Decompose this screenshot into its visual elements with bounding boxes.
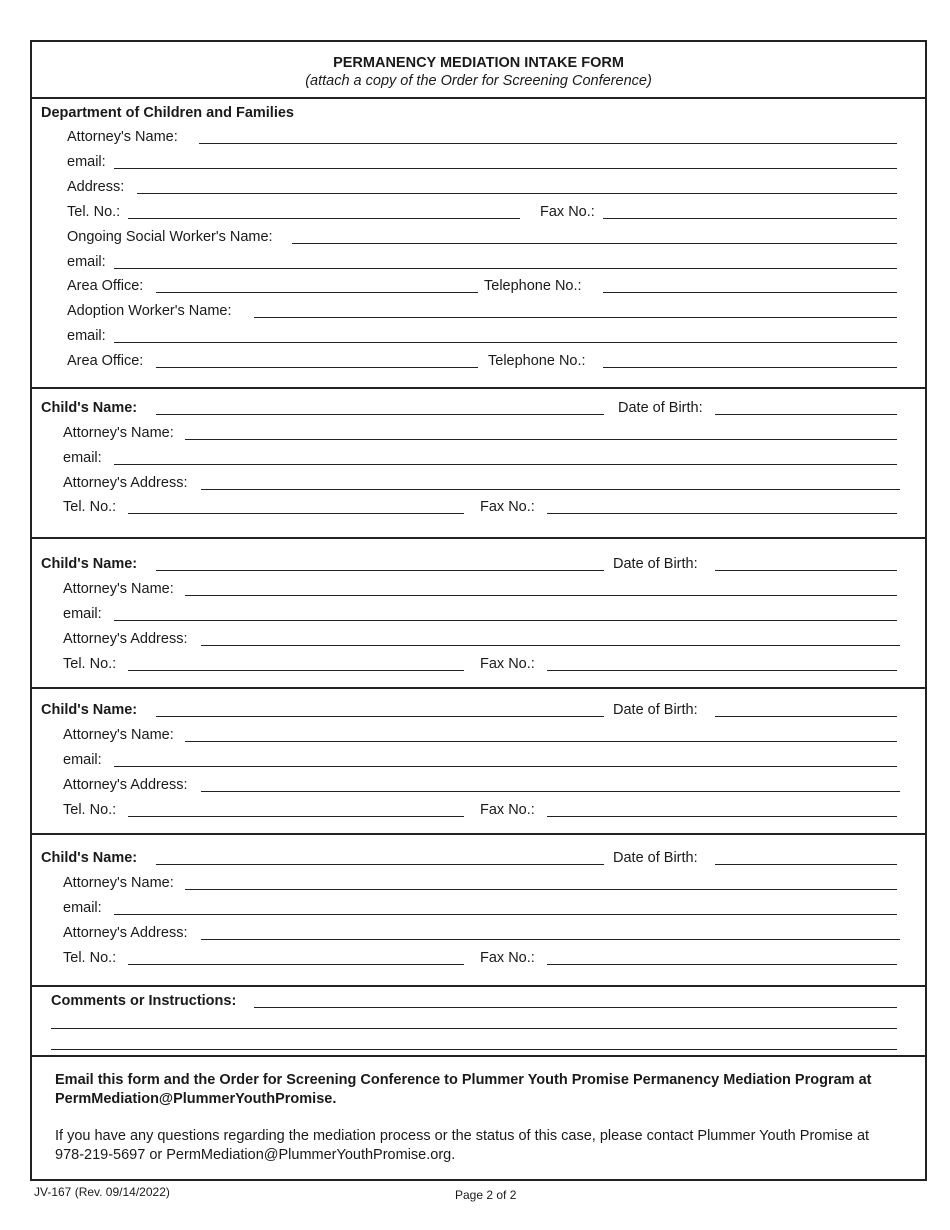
form-frame bbox=[30, 40, 927, 1181]
child-email-field[interactable] bbox=[114, 766, 897, 767]
child-fax-field[interactable] bbox=[547, 513, 897, 514]
dcf-adoption-worker-label: Adoption Worker's Name: bbox=[67, 303, 232, 319]
form-header bbox=[32, 42, 925, 97]
child-fax-label: Fax No.: bbox=[480, 802, 535, 818]
dob-label: Date of Birth: bbox=[618, 400, 703, 416]
child-fax-label: Fax No.: bbox=[480, 950, 535, 966]
child-fax-field[interactable] bbox=[547, 816, 897, 817]
child-tel-label: Tel. No.: bbox=[63, 802, 117, 818]
child-name-label: Child's Name: bbox=[41, 850, 138, 866]
child-email-field[interactable] bbox=[114, 620, 897, 621]
child-name-label: Child's Name: bbox=[41, 400, 138, 416]
child-attorney-address-field[interactable] bbox=[201, 489, 900, 490]
child-name-label: Child's Name: bbox=[41, 702, 138, 718]
dcf-social-worker-label: Ongoing Social Worker's Name: bbox=[67, 229, 273, 245]
child-attorney-address-label: Attorney's Address: bbox=[63, 925, 188, 941]
comments-label: Comments or Instructions: bbox=[51, 993, 237, 1009]
dcf-telephone2-field[interactable] bbox=[603, 367, 897, 368]
child-attorney-name-label: Attorney's Name: bbox=[63, 875, 174, 891]
child-attorney-name-field[interactable] bbox=[185, 889, 897, 890]
child-attorney-name-label: Attorney's Name: bbox=[63, 425, 174, 441]
child-section-4 bbox=[32, 833, 925, 985]
dob-label: Date of Birth: bbox=[613, 850, 698, 866]
child-name-field[interactable] bbox=[156, 414, 604, 415]
child-email-field[interactable] bbox=[114, 914, 897, 915]
dcf-sw-email-field[interactable] bbox=[114, 268, 897, 269]
dcf-fax-label: Fax No.: bbox=[540, 204, 595, 220]
form-title: PERMANENCY MEDIATION INTAKE FORM bbox=[333, 55, 624, 71]
child-tel-field[interactable] bbox=[128, 513, 464, 514]
child-attorney-address-field[interactable] bbox=[201, 791, 900, 792]
comments-line-1[interactable] bbox=[254, 1007, 897, 1008]
dob-field[interactable] bbox=[715, 570, 897, 571]
child-tel-label: Tel. No.: bbox=[63, 656, 117, 672]
child-email-label: email: bbox=[63, 450, 102, 466]
form-id: JV-167 (Rev. 09/14/2022) bbox=[34, 1185, 170, 1199]
dcf-heading: Department of Children and Families bbox=[41, 105, 294, 121]
dcf-attorney-name-field[interactable] bbox=[199, 143, 897, 144]
child-name-field[interactable] bbox=[156, 716, 604, 717]
child-section-3 bbox=[32, 687, 925, 833]
dcf-fax-field[interactable] bbox=[603, 218, 897, 219]
dob-field[interactable] bbox=[715, 414, 897, 415]
child-email-label: email: bbox=[63, 606, 102, 622]
dcf-attorney-name-label: Attorney's Name: bbox=[67, 129, 178, 145]
dcf-social-worker-field[interactable] bbox=[292, 243, 897, 244]
child-tel-label: Tel. No.: bbox=[63, 499, 117, 515]
page-number: Page 2 of 2 bbox=[455, 1188, 517, 1202]
child-tel-field[interactable] bbox=[128, 670, 464, 671]
child-name-field[interactable] bbox=[156, 864, 604, 865]
child-attorney-name-field[interactable] bbox=[185, 439, 897, 440]
child-email-field[interactable] bbox=[114, 464, 897, 465]
comments-line-3[interactable] bbox=[51, 1049, 897, 1050]
dcf-email-label: email: bbox=[67, 154, 106, 170]
dcf-area-office2-field[interactable] bbox=[156, 367, 478, 368]
dcf-telephone-label: Telephone No.: bbox=[484, 278, 582, 294]
dob-label: Date of Birth: bbox=[613, 702, 698, 718]
dcf-area-office-field[interactable] bbox=[156, 292, 478, 293]
dcf-area-office-label: Area Office: bbox=[67, 278, 144, 294]
child-section-2 bbox=[32, 537, 925, 687]
dcf-aw-email-label: email: bbox=[67, 328, 106, 344]
child-fax-label: Fax No.: bbox=[480, 656, 535, 672]
child-attorney-name-label: Attorney's Name: bbox=[63, 727, 174, 743]
dcf-address-field[interactable] bbox=[137, 193, 897, 194]
child-attorney-address-field[interactable] bbox=[201, 645, 900, 646]
child-attorney-address-label: Attorney's Address: bbox=[63, 777, 188, 793]
child-tel-field[interactable] bbox=[128, 964, 464, 965]
comments-section bbox=[32, 985, 925, 1057]
child-attorney-address-label: Attorney's Address: bbox=[63, 475, 188, 491]
dcf-section bbox=[32, 97, 925, 389]
dcf-sw-email-label: email: bbox=[67, 254, 106, 270]
dcf-email-field[interactable] bbox=[114, 168, 897, 169]
child-attorney-name-field[interactable] bbox=[185, 595, 897, 596]
form-subtitle: (attach a copy of the Order for Screening Conference) bbox=[305, 73, 652, 89]
child-fax-field[interactable] bbox=[547, 964, 897, 965]
contact-information: If you have any questions regarding the mediation process or the status of this case, please contact Plummer Youth Promise at 978-219-5697 or PermMediation@PlummerYouthPromise.org. bbox=[55, 1128, 870, 1163]
submission-instructions: Email this form and the Order for Screening Conference to Plummer Youth Promise Permanency Mediation Program at PermMediation@PlummerYouthPromise. bbox=[55, 1072, 872, 1107]
child-fax-label: Fax No.: bbox=[480, 499, 535, 515]
dob-field[interactable] bbox=[715, 864, 897, 865]
dob-field[interactable] bbox=[715, 716, 897, 717]
child-name-label: Child's Name: bbox=[41, 556, 138, 572]
dcf-adoption-worker-field[interactable] bbox=[254, 317, 897, 318]
dcf-aw-email-field[interactable] bbox=[114, 342, 897, 343]
child-name-field[interactable] bbox=[156, 570, 604, 571]
child-email-label: email: bbox=[63, 752, 102, 768]
child-email-label: email: bbox=[63, 900, 102, 916]
dcf-area-office2-label: Area Office: bbox=[67, 353, 144, 369]
instructions-section bbox=[32, 1055, 925, 1181]
child-attorney-address-field[interactable] bbox=[201, 939, 900, 940]
dcf-telephone-field[interactable] bbox=[603, 292, 897, 293]
dcf-tel-label: Tel. No.: bbox=[67, 204, 121, 220]
child-attorney-name-field[interactable] bbox=[185, 741, 897, 742]
dcf-tel-field[interactable] bbox=[128, 218, 520, 219]
dcf-address-label: Address: bbox=[67, 179, 125, 195]
child-tel-field[interactable] bbox=[128, 816, 464, 817]
child-attorney-name-label: Attorney's Name: bbox=[63, 581, 174, 597]
dob-label: Date of Birth: bbox=[613, 556, 698, 572]
child-fax-field[interactable] bbox=[547, 670, 897, 671]
child-section-1 bbox=[32, 387, 925, 539]
child-tel-label: Tel. No.: bbox=[63, 950, 117, 966]
dcf-telephone2-label: Telephone No.: bbox=[488, 353, 586, 369]
comments-line-2[interactable] bbox=[51, 1028, 897, 1029]
child-attorney-address-label: Attorney's Address: bbox=[63, 631, 188, 647]
